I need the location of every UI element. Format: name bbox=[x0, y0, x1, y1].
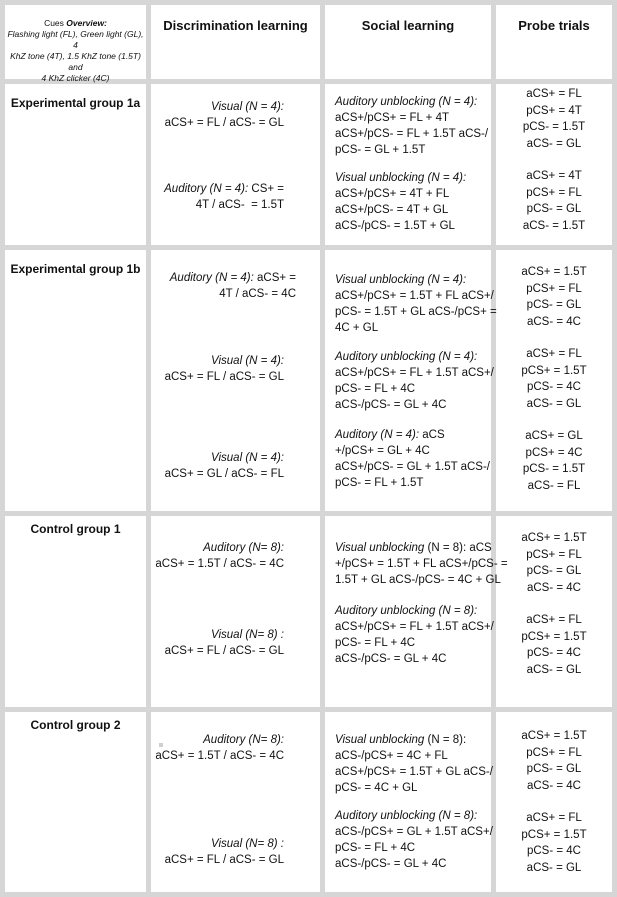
header-social-learning: Social learning bbox=[361, 18, 455, 33]
entry-line bbox=[151, 748, 284, 764]
discrimination-entry bbox=[151, 732, 284, 764]
entry-line bbox=[335, 840, 489, 856]
cues-line: KhZ tone (4T), 1.5 KhZ tone (1.5T) and bbox=[10, 51, 141, 72]
entry-line bbox=[335, 732, 489, 748]
entry-text: aCS+/pCS+ = 1.5T + GL aCS-/ bbox=[335, 766, 493, 778]
entry-text: aCS+ = GL / aCS- = FL bbox=[164, 468, 284, 480]
probe-line: pCS+ = 1.5T bbox=[521, 630, 587, 643]
probe-trial-block bbox=[496, 168, 612, 235]
entry-text: aCS-/pCS- = GL + 4C bbox=[335, 858, 447, 870]
condition-label: Auditory (N= 8): bbox=[203, 734, 284, 746]
condition-label: Visual unblocking bbox=[335, 542, 425, 554]
probe-line: aCS+ = 1.5T bbox=[521, 730, 587, 742]
condition-label: Visual (N= 8) : bbox=[211, 629, 284, 641]
probe-trial-block bbox=[496, 86, 612, 153]
entry-text: aCS+ = 1.5T / aCS- = 4C bbox=[155, 750, 284, 762]
probe-line: aCS- = 4C bbox=[526, 780, 581, 793]
condition-label: Visual (N = 4): bbox=[211, 101, 284, 113]
entry-line bbox=[335, 475, 489, 491]
entry-line bbox=[335, 808, 489, 824]
entry-text: aCS+ = FL / aCS- = GL bbox=[164, 117, 284, 129]
social-learning-entry bbox=[335, 540, 508, 588]
entry-line bbox=[335, 635, 489, 651]
social-learning-entry bbox=[335, 349, 494, 413]
entry-line bbox=[151, 556, 284, 572]
entry-line bbox=[335, 651, 489, 667]
probe-line: aCS+ = 4T bbox=[526, 170, 582, 182]
entry-text: aCS-/pCS- = 1.5T + GL bbox=[335, 220, 455, 232]
entry-line bbox=[335, 288, 494, 304]
social-learning-entry bbox=[335, 272, 497, 336]
entry-line bbox=[151, 627, 284, 643]
probe-line: pCS+ = 4T bbox=[526, 104, 582, 117]
entry-text: aCS+ = 1.5T / aCS- = 4C bbox=[155, 558, 284, 570]
entry-line bbox=[335, 110, 489, 126]
probe-line: pCS+ = FL bbox=[526, 746, 582, 759]
probe-line: aCS+ = FL bbox=[526, 614, 582, 626]
entry-line bbox=[335, 272, 489, 288]
header-probe-trials: Probe trials bbox=[518, 18, 590, 33]
entry-line bbox=[335, 540, 492, 556]
probe-line: pCS- = GL bbox=[526, 565, 582, 578]
probe-line: pCS+ = FL bbox=[526, 548, 582, 561]
condition-label: Auditory (N = 4): bbox=[164, 183, 249, 195]
entry-line bbox=[335, 459, 489, 475]
entry-line bbox=[335, 186, 489, 202]
entry-line bbox=[335, 443, 489, 459]
probe-line: pCS+ = FL bbox=[526, 282, 582, 295]
entry-line bbox=[335, 94, 489, 110]
entry-line bbox=[335, 619, 494, 635]
condition-label: Visual unblocking (N = 4): bbox=[335, 172, 467, 184]
probe-line: aCS+ = 1.5T bbox=[521, 532, 587, 544]
condition-label: Auditory (N = 4): bbox=[169, 272, 254, 284]
probe-line: pCS+ = FL bbox=[526, 186, 582, 199]
probe-line: aCS- = GL bbox=[526, 398, 582, 411]
probe-line: aCS- = GL bbox=[526, 138, 582, 151]
entry-text: (N = 8): aCS bbox=[424, 542, 492, 554]
row-divider bbox=[0, 892, 617, 897]
probe-line: aCS+ = FL bbox=[526, 348, 582, 360]
entry-line bbox=[151, 99, 284, 115]
discrimination-entry bbox=[151, 836, 284, 868]
entry-text: aCS+/pCS+ = 4T + FL bbox=[335, 188, 450, 200]
entry-line bbox=[151, 270, 296, 286]
probe-line: pCS- = 4C bbox=[526, 381, 581, 394]
entry-line bbox=[335, 320, 489, 336]
entry-text: aCS+/pCS+ = FL + 1.5T aCS+/ bbox=[335, 621, 494, 633]
entry-text: 4T / aCS- = 4C bbox=[219, 288, 296, 300]
condition-label: Auditory (N= 8): bbox=[203, 542, 284, 554]
entry-line bbox=[335, 349, 489, 365]
probe-trial-block bbox=[496, 612, 612, 679]
probe-line: pCS- = 1.5T bbox=[522, 463, 586, 476]
discrimination-entry bbox=[151, 181, 284, 213]
probe-trial-block bbox=[496, 346, 612, 413]
entry-text: aCS+ = FL / aCS- = GL bbox=[164, 645, 284, 657]
entry-line bbox=[151, 197, 284, 213]
entry-line bbox=[335, 748, 489, 764]
probe-line: aCS- = 1.5T bbox=[522, 220, 586, 233]
entry-line bbox=[151, 115, 284, 131]
column-divider bbox=[0, 0, 5, 897]
entry-line bbox=[151, 466, 284, 482]
condition-label: Auditory unblocking (N = 8): bbox=[335, 605, 478, 617]
condition-label: Auditory unblocking (N = 4): bbox=[335, 96, 478, 108]
social-learning-entry bbox=[335, 427, 489, 491]
entry-line bbox=[335, 170, 489, 186]
entry-text: aCS+/pCS- = 4T + GL bbox=[335, 204, 449, 216]
cues-overview-label: Overview: bbox=[66, 18, 107, 28]
cues-line: Flashing light (FL), Green light (GL), 4 bbox=[7, 29, 144, 50]
entry-text: aCS+/pCS+ = FL + 1.5T aCS+/ bbox=[335, 367, 494, 379]
probe-trial-block bbox=[496, 428, 612, 495]
entry-line bbox=[335, 397, 489, 413]
probe-line: pCS+ = 1.5T bbox=[521, 364, 587, 377]
entry-line bbox=[335, 764, 493, 780]
entry-line bbox=[335, 856, 489, 872]
entry-text: pCS- = FL + 4C bbox=[335, 842, 416, 854]
entry-text: pCS- = 1.5T + GL aCS-/pCS+ = bbox=[335, 306, 497, 318]
probe-line: pCS+ = 4C bbox=[525, 446, 583, 459]
probe-line: pCS- = 4C bbox=[526, 647, 581, 660]
entry-line bbox=[151, 286, 296, 302]
probe-line: aCS- = 4C bbox=[526, 316, 581, 329]
header-discrimination-learning: Discrimination learning bbox=[163, 18, 308, 33]
entry-text: pCS- = FL + 4C bbox=[335, 637, 416, 649]
entry-line bbox=[335, 603, 489, 619]
entry-text: aCS bbox=[419, 429, 445, 441]
probe-line: pCS- = 1.5T bbox=[522, 121, 586, 134]
condition-label: Visual (N = 4): bbox=[211, 355, 284, 367]
entry-line bbox=[151, 181, 284, 197]
entry-text: 4C + GL bbox=[335, 322, 379, 334]
probe-line: pCS+ = 1.5T bbox=[521, 828, 587, 841]
condition-label: Visual (N = 4): bbox=[211, 452, 284, 464]
cues-line: 4 KhZ clicker (4C) bbox=[41, 73, 110, 83]
discrimination-entry bbox=[151, 353, 284, 385]
discrimination-entry bbox=[151, 540, 284, 572]
discrimination-entry bbox=[151, 99, 284, 131]
entry-line bbox=[151, 540, 284, 556]
group-name: Experimental group 1a bbox=[10, 96, 141, 110]
entry-text: aCS-/pCS+ = 4C + FL bbox=[335, 750, 448, 762]
social-learning-entry bbox=[335, 170, 489, 234]
entry-line bbox=[151, 852, 284, 868]
column-divider bbox=[612, 0, 617, 897]
entry-text: pCS- = FL + 1.5T bbox=[335, 477, 424, 489]
entry-line bbox=[151, 369, 284, 385]
group-name: Experimental group 1b bbox=[10, 262, 141, 276]
entry-text: pCS- = FL + 4C bbox=[335, 383, 416, 395]
probe-line: aCS- = GL bbox=[526, 664, 582, 677]
entry-line bbox=[151, 450, 284, 466]
entry-text: pCS- = GL + 1.5T bbox=[335, 144, 426, 156]
cues-prefix: Cues bbox=[44, 18, 67, 28]
entry-text: aCS+/pCS- = GL + 1.5T aCS-/ bbox=[335, 461, 491, 473]
probe-line: pCS- = 4C bbox=[526, 845, 581, 858]
column-divider bbox=[320, 0, 325, 897]
discrimination-entry bbox=[151, 627, 284, 659]
entry-text: (N = 8): bbox=[424, 734, 467, 746]
entry-text: 1.5T + GL aCS-/pCS- = 4C + GL bbox=[335, 574, 501, 586]
entry-text: aCS+/pCS- = FL + 1.5T aCS-/ bbox=[335, 128, 489, 140]
row-divider bbox=[0, 0, 617, 5]
social-learning-entry bbox=[335, 94, 489, 158]
entry-line bbox=[335, 780, 489, 796]
condition-label: Visual unblocking bbox=[335, 734, 425, 746]
entry-text: +/pCS+ = GL + 4C bbox=[335, 445, 430, 457]
discrimination-entry bbox=[151, 270, 296, 302]
entry-line bbox=[335, 427, 489, 443]
group-name: Control group 1 bbox=[30, 522, 121, 536]
row-divider bbox=[0, 511, 617, 516]
entry-line bbox=[335, 381, 489, 397]
probe-trial-block bbox=[496, 264, 612, 331]
social-learning-entry bbox=[335, 603, 494, 667]
probe-line: pCS- = GL bbox=[526, 203, 582, 216]
probe-line: pCS- = GL bbox=[526, 763, 582, 776]
condition-label: Auditory (N = 4): bbox=[335, 429, 420, 441]
entry-text: 4T / aCS- = 1.5T bbox=[195, 199, 284, 211]
probe-line: aCS+ = 1.5T bbox=[521, 266, 587, 278]
discrimination-entry bbox=[151, 450, 284, 482]
condition-label: Auditory unblocking (N = 4): bbox=[335, 351, 478, 363]
entry-text: CS+ = bbox=[248, 183, 284, 195]
probe-line: aCS- = 4C bbox=[526, 582, 581, 595]
probe-line: aCS- = GL bbox=[526, 862, 582, 875]
entry-line bbox=[335, 126, 489, 142]
probe-line: aCS- = FL bbox=[527, 480, 581, 493]
entry-line bbox=[335, 304, 497, 320]
entry-text: aCS+ = FL / aCS- = GL bbox=[164, 854, 284, 866]
probe-trial-block bbox=[496, 530, 612, 597]
entry-line bbox=[335, 218, 489, 234]
entry-text: aCS+/pCS+ = FL + 4T bbox=[335, 112, 449, 124]
entry-text: aCS-/pCS- = GL + 4C bbox=[335, 653, 447, 665]
entry-text: pCS- = 4C + GL bbox=[335, 782, 418, 794]
condition-label: Visual unblocking (N = 4): bbox=[335, 274, 467, 286]
condition-label: Auditory unblocking (N = 8): bbox=[335, 810, 478, 822]
entry-line bbox=[335, 365, 494, 381]
entry-line bbox=[151, 732, 284, 748]
row-divider bbox=[0, 245, 617, 250]
entry-line bbox=[335, 556, 508, 572]
entry-text: +/pCS+ = 1.5T + FL aCS+/pCS- = bbox=[335, 558, 508, 570]
probe-line: pCS- = GL bbox=[526, 299, 582, 312]
social-learning-entry bbox=[335, 808, 493, 872]
probe-line: aCS+ = GL bbox=[525, 430, 583, 442]
entry-line bbox=[335, 142, 489, 158]
entry-line bbox=[151, 353, 284, 369]
row-divider bbox=[0, 707, 617, 712]
entry-text: aCS+ = FL / aCS- = GL bbox=[164, 371, 284, 383]
probe-trial-block bbox=[496, 728, 612, 795]
probe-line: aCS+ = FL bbox=[526, 88, 582, 100]
entry-line bbox=[151, 643, 284, 659]
entry-line bbox=[335, 572, 501, 588]
entry-text: aCS+/pCS+ = 1.5T + FL aCS+/ bbox=[335, 290, 494, 302]
probe-trial-block bbox=[496, 810, 612, 877]
entry-line bbox=[151, 836, 284, 852]
entry-text: aCS-/pCS+ = GL + 1.5T aCS+/ bbox=[335, 826, 493, 838]
entry-line bbox=[335, 202, 489, 218]
social-learning-entry bbox=[335, 732, 493, 796]
entry-text: aCS-/pCS- = GL + 4C bbox=[335, 399, 447, 411]
group-name: Control group 2 bbox=[30, 718, 121, 732]
entry-text: aCS+ = bbox=[253, 272, 296, 284]
probe-line: aCS+ = FL bbox=[526, 812, 582, 824]
cues-overview-cell bbox=[5, 18, 146, 84]
condition-label: Visual (N= 8) : bbox=[211, 838, 284, 850]
entry-line bbox=[335, 824, 493, 840]
